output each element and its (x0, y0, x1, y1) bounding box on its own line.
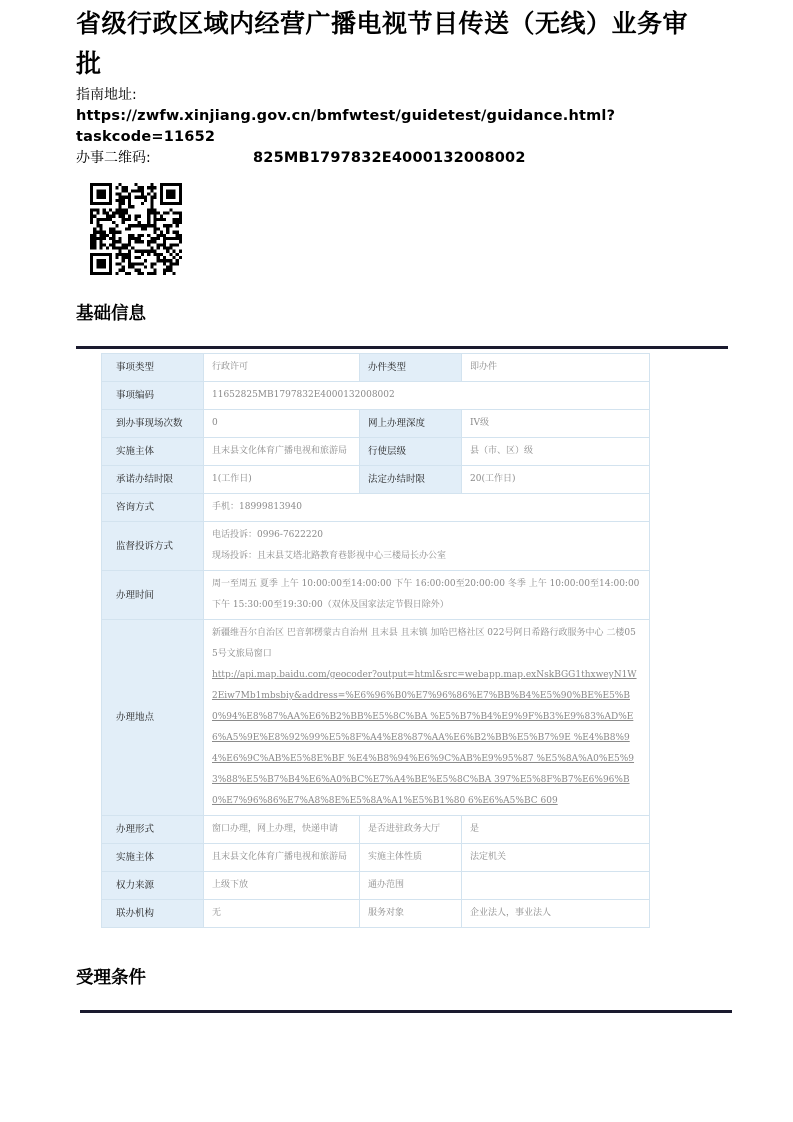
row-value (462, 872, 650, 900)
guide-url[interactable] (76, 106, 686, 169)
phone-complaint: 电话投诉：0996-7622220 (212, 530, 324, 540)
onsite-complaint: 现场投诉：且末县艾塔北路教育巷影视中心三楼局长办公室 (212, 551, 447, 561)
row-value: 且末县文化体育广播电视和旅游局 (204, 844, 360, 872)
guide-label: 指南地址: (76, 87, 137, 103)
table-row (102, 620, 650, 816)
row-value: 窗口办理，网上办理，快递申请 (204, 816, 360, 844)
row-value: 是 (462, 816, 650, 844)
row-label: 服务对象 (360, 900, 462, 928)
row-label: 到办事现场次数 (102, 410, 204, 438)
table-row (102, 438, 650, 466)
table-row (102, 466, 650, 494)
row-label: 监督投诉方式 (102, 522, 204, 571)
row-value: 且末县文化体育广播电视和旅游局 (204, 438, 360, 466)
qr-label: 办事二维码: (76, 150, 151, 166)
map-link[interactable]: http://api.map.baidu.com/geocoder?output=html&src=webapp.map.exNskBGG1thxweyN1W2Eiw7Mb1mbsbiy&address=%E6%96%B0%E7%96%86%E7%BB%B4%E5%90%BE%E5%B0%94%E8%87%AA%E6%B2%BB%E5%8C%BA %E5%B7%B4%E9%9F%B3%E9%83%AD%E6%A5%9E%E8%92%99%E5%8F%A4%E8%87%AA%E6%B2%BB%E5%B7%9E %E4%B8%94%E6%9C%AB%E5%8E%BF %E4%B8%94%E6%9C%AB%E9%95%87 %E5%8A%A0%E5%93%88%E5%B7%B4%E6%A0%BC%E7%A4%BE%E5%8C%BA 397%E5%8F%B7%E6%96%B0%E7%96%86%E7%A8%8E%E5%8A%A1%E5%B1%80 6%E6%A5%BC 609 (212, 670, 637, 806)
row-label: 事项类型 (102, 354, 204, 382)
row-value: IV级 (462, 410, 650, 438)
row-label: 办理时间 (102, 571, 204, 620)
row-label: 行使层级 (360, 438, 462, 466)
row-label: 通办范围 (360, 872, 462, 900)
row-value (204, 522, 650, 571)
row-label: 实施主体 (102, 438, 204, 466)
row-value (204, 620, 650, 816)
table-row (102, 382, 650, 410)
row-label: 办件类型 (360, 354, 462, 382)
table-row (102, 900, 650, 928)
row-value: 手机：18999813940 (204, 494, 650, 522)
row-label: 办理地点 (102, 620, 204, 816)
table-row (102, 522, 650, 571)
row-label: 网上办理深度 (360, 410, 462, 438)
table-row (102, 816, 650, 844)
guide-url-line1[interactable]: https://zwfw.xinjiang.gov.cn/bmfwtest/guidetest/guidance.html?taskcode=11652 (76, 108, 616, 145)
section-divider (80, 1010, 732, 1013)
row-label: 咨询方式 (102, 494, 204, 522)
info-table (101, 353, 650, 928)
qr-code (90, 183, 182, 275)
row-value: 行政许可 (204, 354, 360, 382)
row-value: 县（市、区）级 (462, 438, 650, 466)
row-value: 1(工作日) (204, 466, 360, 494)
row-label: 承诺办结时限 (102, 466, 204, 494)
row-label: 实施主体 (102, 844, 204, 872)
table-row (102, 872, 650, 900)
section-divider (76, 346, 728, 349)
row-value: 法定机关 (462, 844, 650, 872)
row-value: 企业法人，事业法人 (462, 900, 650, 928)
table-row (102, 494, 650, 522)
row-label: 法定办结时限 (360, 466, 462, 494)
row-value: 0 (204, 410, 360, 438)
row-label: 事项编码 (102, 382, 204, 410)
table-row (102, 354, 650, 382)
section-acceptance-conditions: 受理条件 (76, 968, 146, 988)
row-label: 办理形式 (102, 816, 204, 844)
table-row (102, 410, 650, 438)
address-text: 新疆维吾尔自治区 巴音郭楞蒙古自治州 且末县 且末镇 加哈巴格社区 022号阿日希路行政服务中心 二楼055号文旅局窗口 (212, 628, 636, 659)
section-basic-info: 基础信息 (76, 304, 146, 324)
page-title: 省级行政区域内经营广播电视节目传送（无线）业务审批 (76, 9, 689, 78)
row-label: 权力来源 (102, 872, 204, 900)
row-value: 11652825MB1797832E4000132008002 (204, 382, 650, 410)
table-row (102, 571, 650, 620)
table-row (102, 844, 650, 872)
row-label: 实施主体性质 (360, 844, 462, 872)
guide-url-line2[interactable]: 825MB1797832E4000132008002 (253, 150, 526, 166)
row-value: 即办件 (462, 354, 650, 382)
row-value: 周一至周五 夏季 上午 10:00:00至14:00:00 下午 16:00:00至20:00:00 冬季 上午 10:00:00至14:00:00 下午 15:30:00至19:30:00（双休及国家法定节假日除外） (204, 571, 650, 620)
row-value: 上级下放 (204, 872, 360, 900)
row-value: 无 (204, 900, 360, 928)
row-label: 是否进驻政务大厅 (360, 816, 462, 844)
row-value: 20(工作日) (462, 466, 650, 494)
row-label: 联办机构 (102, 900, 204, 928)
